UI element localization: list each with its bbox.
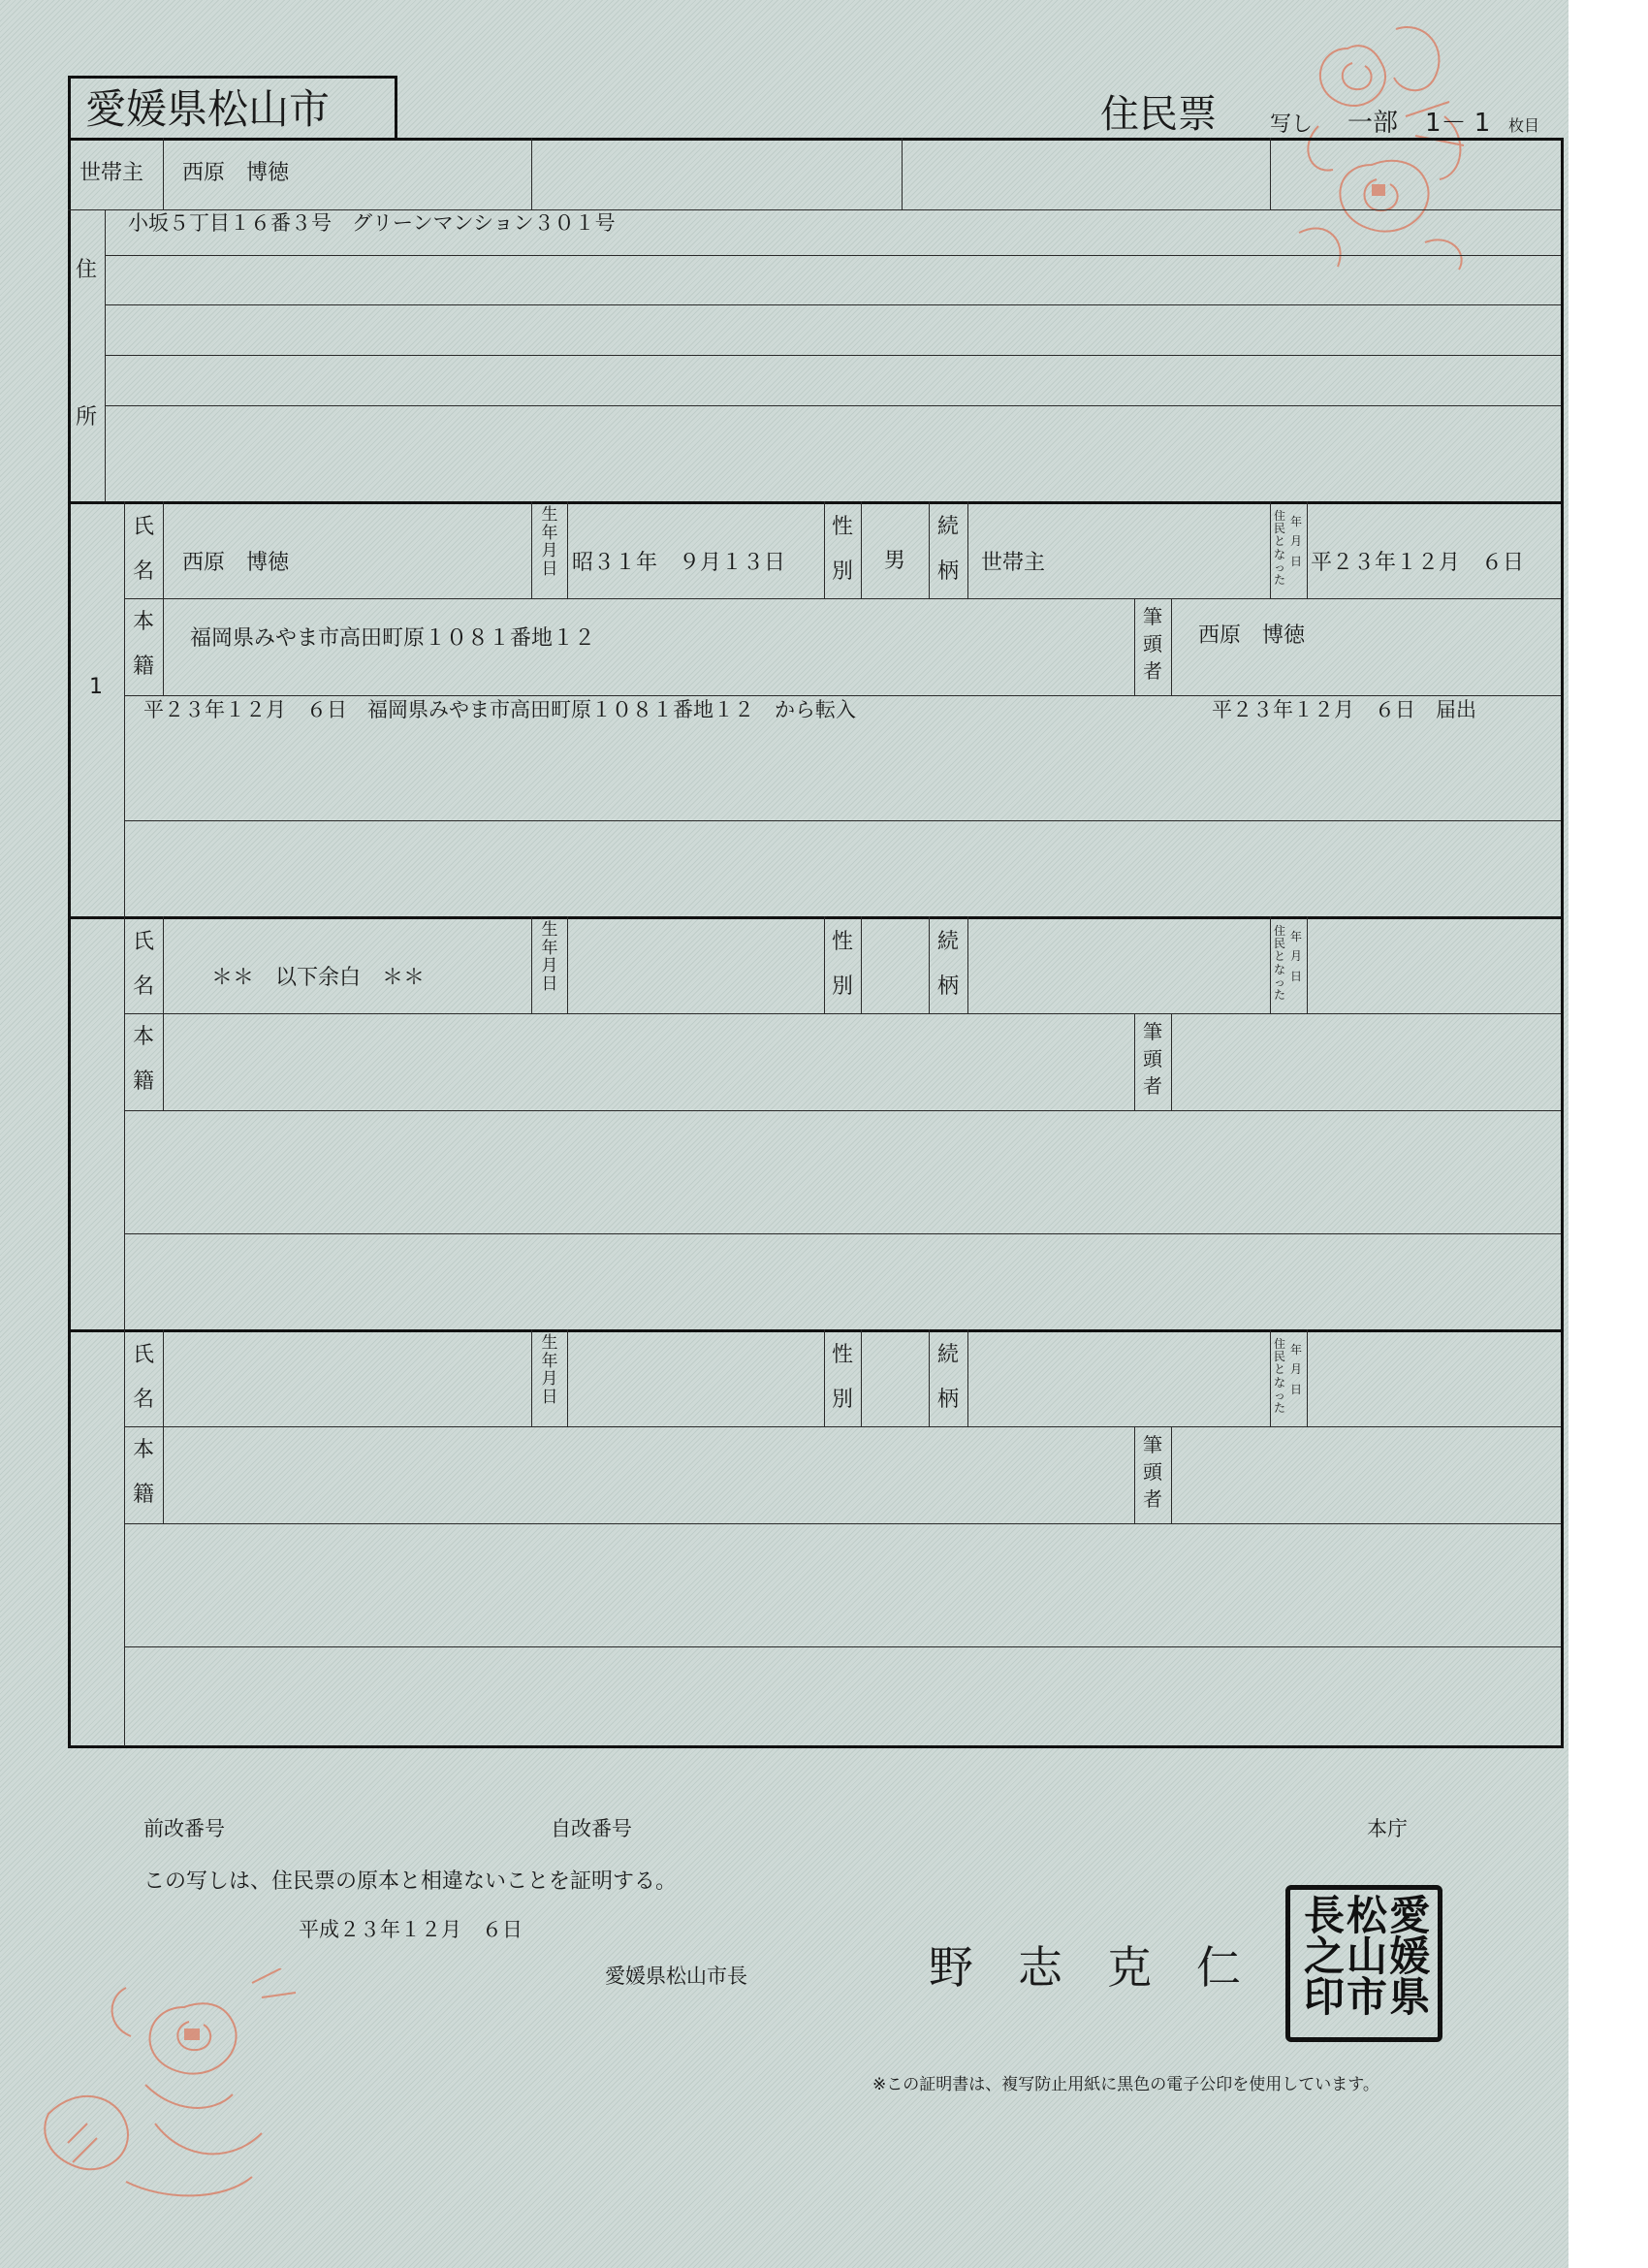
rose-watermark-bottom <box>29 1968 320 2220</box>
person3-hittosha-col <box>1134 1426 1135 1523</box>
address-label-top: 住 <box>76 258 98 282</box>
person2-history-line <box>124 1233 1561 1234</box>
person1-number: 1 <box>89 675 103 699</box>
person2-section-bottom <box>68 1329 1564 1332</box>
person2-number-divider <box>124 916 125 1331</box>
person1-rel-label: 続 柄 <box>936 515 959 584</box>
person3-hittosha-label: 筆 頭 者 <box>1143 1433 1162 1511</box>
person1-birth-col <box>531 501 532 598</box>
address-line-3 <box>105 355 1561 356</box>
person3-birth-label: 生 年 月 日 <box>541 1333 558 1408</box>
household-divider-3 <box>902 138 903 209</box>
person3-ymd-label: 年 月 日 <box>1289 1343 1302 1396</box>
page-unit: 枚目 <box>1508 116 1540 135</box>
prev-change-number-label: 前改番号 <box>143 1817 225 1840</box>
frame-bottom <box>68 1745 1564 1748</box>
person2-rel-value-col <box>967 916 968 1013</box>
person2-blank-marker: ＊＊ 以下余白 ＊＊ <box>211 966 426 990</box>
person1-history-notice: 平２３年１２月 ６日 届出 <box>1212 698 1476 721</box>
person2-resdate-col <box>1270 916 1271 1013</box>
person2-rel-label: 続 柄 <box>936 930 959 999</box>
city-name: 愛媛県松山市 <box>85 85 331 133</box>
person1-ymd-label: 年 月 日 <box>1289 515 1302 568</box>
household-divider-4 <box>1270 138 1271 209</box>
frame-left <box>68 138 71 1747</box>
person2-resident-label: 住 民 と な っ た <box>1273 924 1285 1002</box>
person2-ymd-label: 年 月 日 <box>1289 930 1302 983</box>
person3-sex-col <box>824 1329 825 1426</box>
address-line-4 <box>105 405 1561 406</box>
person1-hittosha-col <box>1134 598 1135 695</box>
person3-resdate-value-col <box>1307 1329 1308 1426</box>
person3-row2-bottom <box>124 1523 1561 1524</box>
security-note: ※この証明書は、複写防止用紙に黒色の電子公印を使用しています。 <box>872 2075 1379 2094</box>
person1-history-line <box>124 820 1561 821</box>
address-line-1 <box>105 255 1561 256</box>
person1-number-divider <box>124 501 125 918</box>
person3-resdate-col <box>1270 1329 1271 1426</box>
person2-hittosha-col <box>1134 1013 1135 1110</box>
person3-name-label: 氏 名 <box>132 1343 154 1412</box>
person3-sex-label: 性 別 <box>831 1343 853 1412</box>
person2-birth-value-col <box>567 916 568 1013</box>
person1-row2-bottom <box>124 695 1561 696</box>
person1-hittosha: 西原 博徳 <box>1198 623 1306 648</box>
frame-right <box>1561 138 1564 1747</box>
official-seal <box>1285 1885 1442 2042</box>
person1-birth: 昭３１年 ９月１３日 <box>572 551 786 575</box>
document-title: 住民票 <box>1100 92 1217 137</box>
mayor-title: 愛媛県松山市長 <box>605 1965 747 1988</box>
person2-sex-col <box>824 916 825 1013</box>
person1-resident-date: 平２３年１２月 ６日 <box>1311 551 1525 575</box>
person2-rel-col <box>929 916 930 1013</box>
person1-sex-label: 性 別 <box>831 515 853 584</box>
office-label: 本庁 <box>1367 1817 1408 1840</box>
person3-resident-label: 住 民 と な っ た <box>1273 1337 1285 1415</box>
seal-characters: 愛媛県松山市長之印 <box>1297 1894 1432 2016</box>
household-divider-2 <box>531 138 532 209</box>
rose-watermark-top <box>1280 10 1493 272</box>
person3-rel-label: 続 柄 <box>936 1343 959 1412</box>
person1-sex-value-col <box>861 501 862 598</box>
person1-resident-label: 住 民 と な っ た <box>1273 509 1285 587</box>
person1-section-bottom <box>68 916 1564 919</box>
household-head-name: 西原 博徳 <box>182 161 290 185</box>
person3-sex-value-col <box>861 1329 862 1426</box>
person1-hittosha-value-col <box>1171 598 1172 695</box>
person1-row1-bottom <box>124 598 1561 599</box>
person1-resdate-value-col <box>1307 501 1308 598</box>
person3-rel-value-col <box>967 1329 968 1426</box>
person1-hittosha-label: 筆 頭 者 <box>1143 605 1162 683</box>
person1-resdate-col <box>1270 501 1271 598</box>
own-change-number-label: 自改番号 <box>551 1817 632 1840</box>
address-label-bottom: 所 <box>76 405 98 430</box>
person2-birth-label: 生 年 月 日 <box>541 920 558 995</box>
address-line-2 <box>105 304 1561 305</box>
person1-rel-value-col <box>967 501 968 598</box>
frame-top <box>68 138 1564 141</box>
person1-name: 西原 博徳 <box>182 551 290 575</box>
person2-row2-bottom <box>124 1110 1561 1111</box>
person2-sex-value-col <box>861 916 862 1013</box>
person3-row1-bottom <box>124 1426 1561 1427</box>
person1-sex: 男 <box>884 549 906 573</box>
household-head-label: 世帯主 <box>79 161 144 185</box>
person2-sex-label: 性 別 <box>831 930 853 999</box>
part-label: 一部 <box>1347 109 1399 138</box>
person2-resdate-value-col <box>1307 916 1308 1013</box>
person3-hittosha-value-col <box>1171 1426 1172 1523</box>
household-row-bottom <box>68 209 1561 210</box>
address-block-bottom <box>68 501 1564 504</box>
person1-honseki: 福岡県みやま市高田町原１０８１番地１２ <box>190 626 596 651</box>
person1-birth-label: 生 年 月 日 <box>541 505 558 580</box>
person1-rel-col <box>929 501 930 598</box>
person2-row1-bottom <box>124 1013 1561 1014</box>
person2-hittosha-label: 筆 頭 者 <box>1143 1020 1162 1098</box>
person3-history-line <box>124 1646 1561 1647</box>
person1-relation: 世帯主 <box>981 551 1046 575</box>
person2-birth-col <box>531 916 532 1013</box>
person3-birth-col <box>531 1329 532 1426</box>
person3-birth-value-col <box>567 1329 568 1426</box>
person1-birth-value-col <box>567 501 568 598</box>
person3-honseki-label: 本 籍 <box>132 1438 154 1507</box>
person3-rel-col <box>929 1329 930 1426</box>
copy-label: 写し <box>1270 112 1314 137</box>
person1-name-label: 氏 名 <box>132 515 154 584</box>
certification-text: この写しは、住民票の原本と相違ないことを証明する。 <box>143 1869 678 1894</box>
person2-name-label: 氏 名 <box>132 930 154 999</box>
mayor-name: 野 志 克 仁 <box>929 1941 1241 1994</box>
page-count: 1－ 1 <box>1425 109 1491 138</box>
person2-honseki-label: 本 籍 <box>132 1025 154 1094</box>
address-line1-text: 小坂５丁目１６番３号 グリーンマンション３０１号 <box>128 211 616 235</box>
person1-history: 平２３年１２月 ６日 福岡県みやま市高田町原１０８１番地１２ から転入 <box>143 698 856 721</box>
household-divider-1 <box>163 138 164 209</box>
person3-number-divider <box>124 1329 125 1746</box>
certification-date: 平成２３年１２月 ６日 <box>299 1918 523 1941</box>
person1-honseki-label: 本 籍 <box>132 610 154 679</box>
person2-hittosha-value-col <box>1171 1013 1172 1110</box>
person1-sex-col <box>824 501 825 598</box>
address-label-divider <box>105 209 106 502</box>
